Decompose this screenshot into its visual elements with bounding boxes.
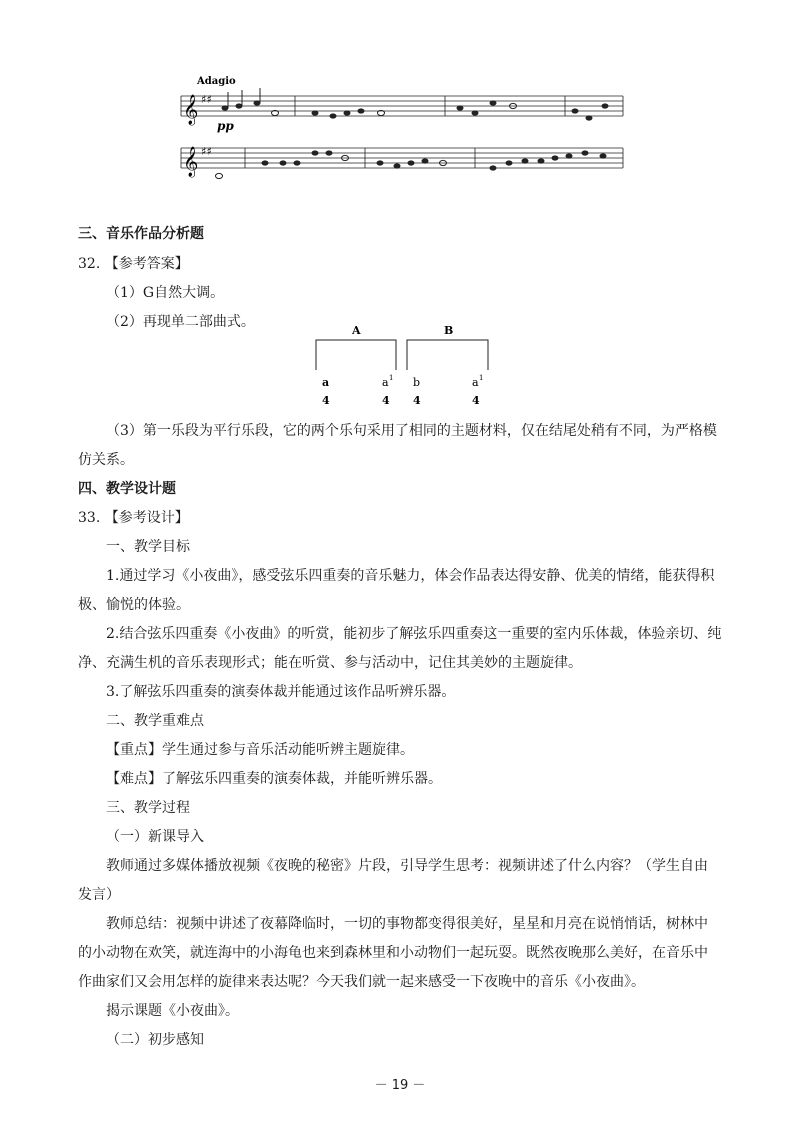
key-point: 【重点】学生通过参与音乐活动能听辨主题旋律。 (106, 742, 414, 758)
paragraph-2-line2: 的小动物在欢笑，就连海中的小海龟也来到森林里和小动物们一起玩耍。既然夜晚那么美好，在音乐中 (78, 945, 708, 961)
goal-2-line1: 2.结合弦乐四重奏《小夜曲》的听赏，能初步了解弦乐四重奏这一重要的室内乐体裁，体验亲切、纯 (106, 626, 722, 642)
q32-answer-3-line1: （3）第一乐段为平行乐段，它的两个乐句采用了相同的主题材料，仅在结尾处稍有不同，为严格模 (106, 423, 717, 439)
phrase-label: b (413, 376, 421, 389)
bar-count: 4 (413, 394, 421, 407)
q32-answer-3-line2: 仿关系。 (78, 452, 134, 468)
paragraph-3: 揭示课题《小夜曲》。 (106, 1003, 239, 1019)
form-diagram (310, 320, 500, 414)
section-heading-3: 三、音乐作品分析题 (78, 226, 204, 242)
bar-count: 4 (472, 394, 480, 407)
score-svg (175, 70, 635, 192)
page-number: － 19 － (374, 1078, 426, 1093)
phrase-label: a (472, 376, 479, 389)
bar-count: 4 (382, 394, 390, 407)
phrase-label: a (382, 376, 389, 389)
goal-2-line2: 净、充满生机的音乐表现形式；能在听赏、参与活动中，记住其美妙的主题旋律。 (78, 655, 582, 671)
paragraph-1-line2: 发言） (78, 887, 120, 903)
goal-1-line2: 极、愉悦的体验。 (78, 597, 190, 613)
form-diagram-svg (310, 320, 500, 410)
treble-clef-icon: 𝄞 (183, 95, 199, 125)
staff-1 (181, 96, 623, 116)
dynamic-marking: pp (217, 119, 234, 133)
q32-label: 32. 【参考答案】 (78, 256, 189, 272)
q33-label: 33. 【参考设计】 (78, 510, 189, 526)
bar-count: 4 (322, 394, 330, 407)
goal-heading: 一、教学目标 (106, 539, 190, 555)
step-2-heading: （二）初步感知 (106, 1032, 204, 1048)
treble-clef-icon: 𝄞 (183, 147, 199, 177)
goal-3: 3.了解弦乐四重奏的演奏体裁并能通过该作品听辨乐器。 (106, 684, 456, 700)
paragraph-2-line3: 作曲家们又会用怎样的旋律来表达呢？今天我们就一起来感受一下夜晚中的音乐《小夜曲》。 (78, 974, 645, 990)
part-a-label: A (352, 324, 361, 337)
q32-answer-2: （2）再现单二部曲式。 (106, 314, 255, 330)
q32-answer-1: （1）G自然大调。 (106, 285, 225, 301)
music-score (175, 70, 635, 196)
phrase-superscript: 1 (479, 374, 484, 382)
phrase-superscript: 1 (389, 374, 394, 382)
step-1-heading: （一）新课导入 (106, 829, 204, 845)
difficult-point: 【难点】了解弦乐四重奏的演奏体裁，并能听辨乐器。 (106, 771, 442, 787)
key-heading: 二、教学重难点 (106, 713, 204, 729)
key-signature-icon: ♯♯ (201, 93, 212, 106)
paragraph-2-line1: 教师总结：视频中讲述了夜幕降临时，一切的事物都变得很美好，星星和月亮在说悄悄话，树林中 (106, 916, 708, 932)
process-heading: 三、教学过程 (106, 800, 190, 816)
key-signature-icon: ♯♯ (201, 145, 212, 158)
part-b-label: B (444, 324, 454, 337)
goal-1-line1: 1.通过学习《小夜曲》，感受弦乐四重奏的音乐魅力，体会作品表达得安静、优美的情绪，能获得积 (106, 568, 715, 584)
phrase-label: a (322, 376, 330, 389)
paragraph-1-line1: 教师通过多媒体播放视频《夜晚的秘密》片段，引导学生思考：视频讲述了什么内容？（学生自由 (106, 858, 708, 874)
section-heading-4: 四、教学设计题 (78, 481, 176, 497)
notes-staff-2 (216, 150, 607, 178)
tempo-marking: Adagio (197, 76, 236, 87)
